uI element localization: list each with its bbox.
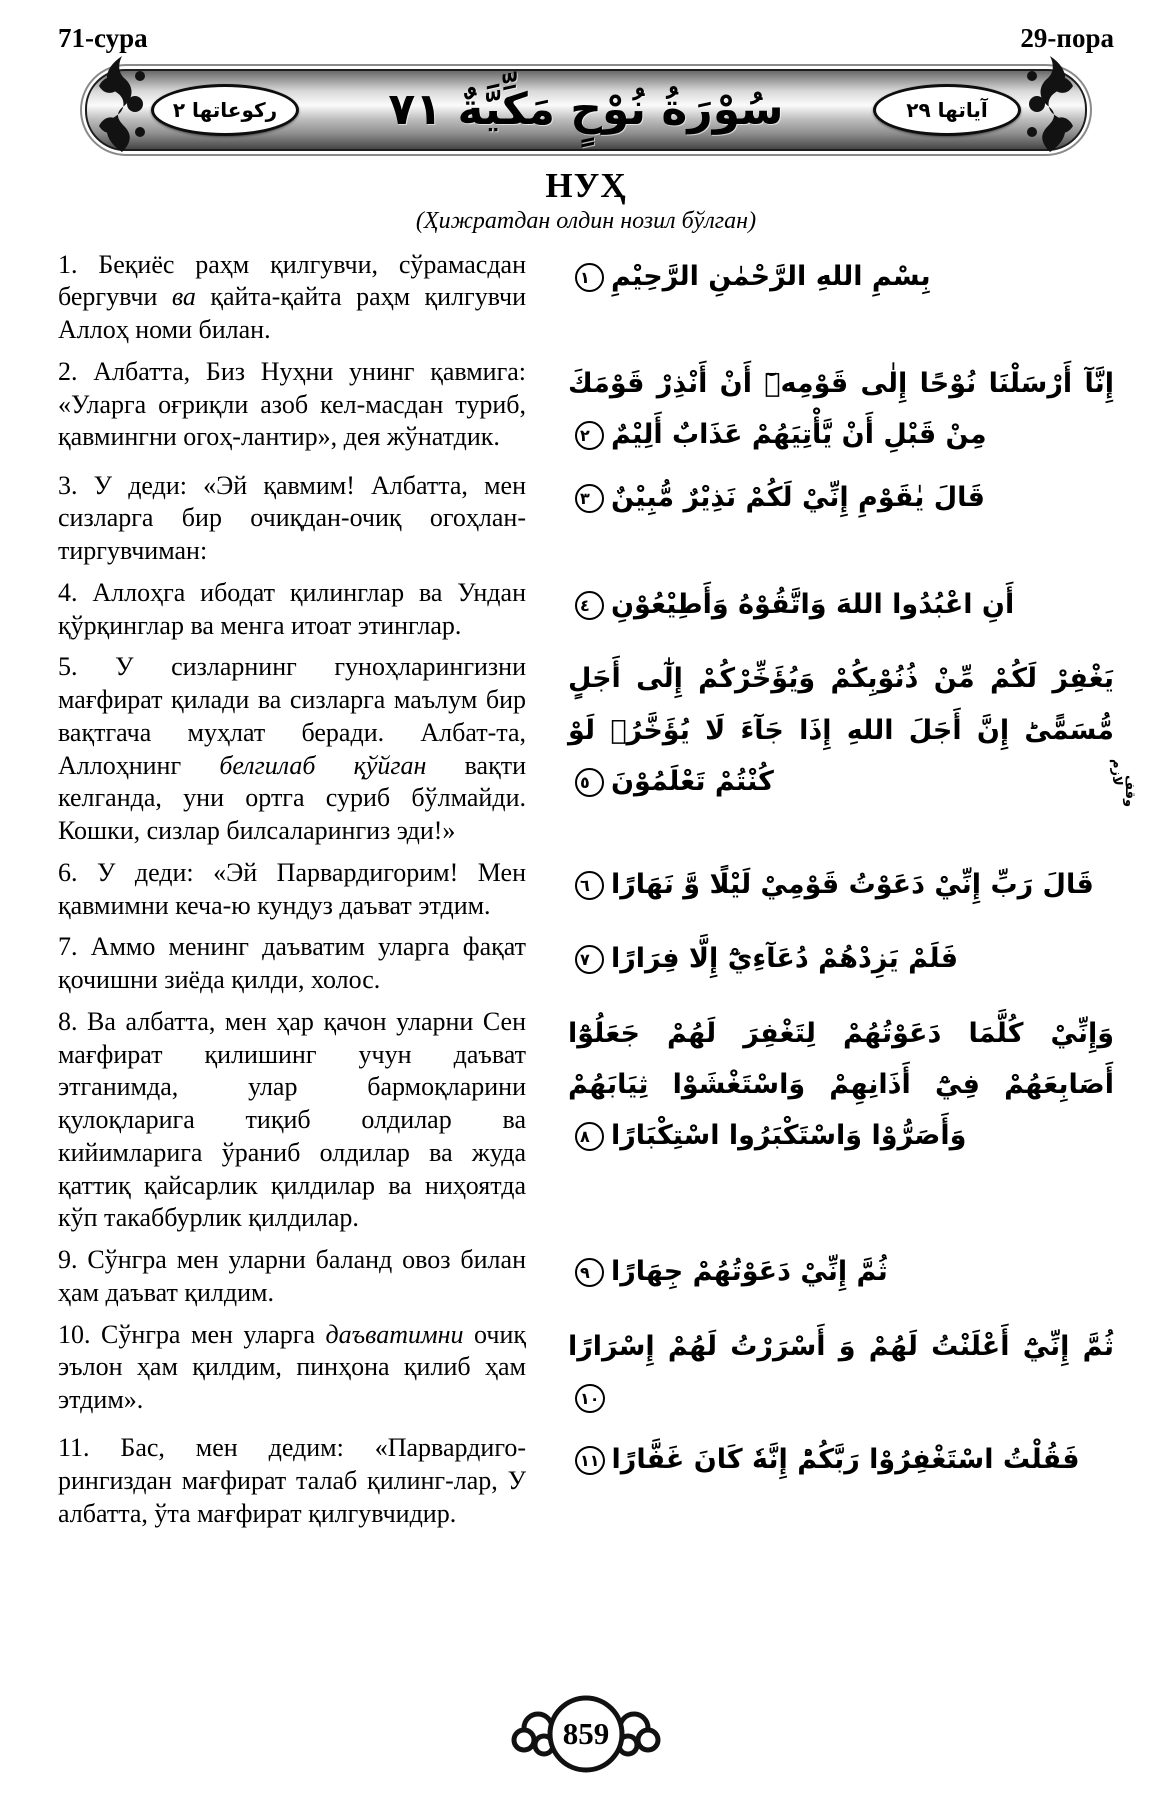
- aya-number-badge: ٧: [575, 945, 604, 974]
- waqf-margin-note: وقف لازم: [1109, 759, 1137, 808]
- verse-arabic-text: قَالَ يٰقَوْمِ إِنِّيْ لَكُمْ نَذِيْرٌ مُّبِيْنٌ: [611, 481, 985, 513]
- verse-arabic-text: ثُمَّ إِنِّيْٓ أَعْلَنْتُ لَهُمْ وَ أَسْرَرْتُ لَهُمْ إِسْرَارًا: [568, 1330, 1114, 1362]
- verse-list: [58, 249, 1137, 1540]
- verse-arabic: [568, 579, 1114, 630]
- verse-translation: 5. У сизларнинг гуноҳларингизни мағфират қилади ва сизларга маълум бир вақтгача муҳлат беради. Албат-та, Аллоҳнинг белгилаб қўйган вақти келганда, уни ортга суриб бўлмайди. Кошки, сизлар билсаларингиз эди!»: [58, 652, 526, 846]
- verse-arabic-text: إِنَّآ أَرْسَلْنَا نُوْحًا إِلٰى قَوْمِهٖٓ أَنْ أَنْذِرْ قَوْمَكَ مِنْ قَبْلِ أَنْ يَّأْتِيَهُمْ عَذَابٌ أَلِيْمٌ: [568, 367, 1114, 451]
- verse-row: [58, 1432, 1114, 1530]
- surah-banner-frame: [80, 64, 1092, 156]
- sura-number-label: 71-сура: [58, 23, 148, 53]
- page-number: 859: [562, 1716, 610, 1751]
- verse-arabic: [568, 1434, 1114, 1485]
- page-number-cloud: [481, 1688, 691, 1778]
- aya-number-badge: ٩: [575, 1258, 604, 1287]
- verse-translation: 6. У деди: «Эй Парвардигорим! Мен қавмимни кеча-ю кундуз даъват этдим.: [58, 857, 526, 920]
- verse-arabic-text: قَالَ رَبِّ إِنِّيْ دَعَوْتُ قَوْمِيْ لَيْلًا وَّ نَهَارًا: [611, 868, 1094, 900]
- para-number-label: 29-пора: [1020, 23, 1114, 53]
- verse-translation: 4. Аллоҳга ибодат қилинглар ва Ундан қўрқинглар ва менга итоат этинглар.: [58, 577, 526, 640]
- verse-row: [58, 651, 1137, 848]
- verse-row: [58, 470, 1114, 568]
- verse-translation: 8. Ва албатта, мен ҳар қачон уларни Сен мағфират қилишинг учун даъват этганимда, улар бармоқларини қулоқларига тиқиб олдилар ва кийимларига ўраниб олдилар ва жуда қаттиқ қайсарлик қилдилар ва ниҳоятда кўп такаббурлик қилдилар.: [58, 1006, 526, 1233]
- verse-row: [58, 577, 1114, 643]
- verse-row: [58, 356, 1114, 461]
- verse-arabic: [568, 251, 1114, 302]
- verse-arabic-text: بِسْمِ اللهِ الرَّحْمٰنِ الرَّحِيْمِ: [611, 260, 931, 292]
- floral-ornament-left-icon: [95, 54, 149, 154]
- surah-subtitle: (Ҳижратдан олдин нозил бўлган): [415, 207, 757, 234]
- ruku-count-medallion: ركوعاتها ٢: [151, 84, 299, 136]
- verse-arabic-text: فَقُلْتُ اسْتَغْفِرُوْا رَبَّكُمْؕ إِنَّهٗ كَانَ غَفَّارًا: [611, 1444, 1080, 1476]
- verse-row: [58, 857, 1114, 923]
- verse-translation: 1. Беқиёс раҳм қилгувчи, сўрамасдан бергувчи ва қайта-қайта раҳм қилгувчи Аллоҳ номи билан.: [58, 249, 526, 345]
- aya-number-badge: ١: [575, 263, 604, 292]
- verse-arabic: [568, 653, 1137, 808]
- aya-number-badge: ١٠: [575, 1384, 605, 1413]
- aya-number-badge: ٨: [575, 1122, 604, 1151]
- page-footer: [58, 1688, 1114, 1782]
- verse-arabic: [568, 358, 1114, 461]
- verse-arabic: [568, 1321, 1114, 1424]
- verse-row: [58, 1244, 1114, 1310]
- verse-arabic-text: يَغْفِرْ لَكُمْ مِّنْ ذُنُوْبِكُمْ وَيُؤَخِّرْكُمْ إِلٰٓى أَجَلٍ مُّسَمًّىؕ إِنَّ أَجَلَ اللهِ إِذَا جَآءَ لَا يُؤَخَّرُۘ لَوْ كُنْتُمْ تَعْلَمُوْنَ: [568, 663, 1114, 797]
- page-header: [58, 24, 1114, 54]
- verse-translation: 9. Сўнгра мен уларни баланд овоз билан ҳам даъват қилдим.: [58, 1245, 526, 1307]
- floral-ornament-right-icon: [1023, 54, 1077, 154]
- verse-arabic-text: فَلَمْ يَزِدْهُمْ دُعَآءِيْٓ إِلَّا فِرَارًا: [611, 943, 959, 975]
- verse-arabic-text: وَإِنِّيْ كُلَّمَا دَعَوْتُهُمْ لِتَغْفِرَ لَهُمْ جَعَلُوْٓا أَصَابِعَهُمْ فِيْٓ أَذَانِهِمْ وَاسْتَغْشَوْا ثِيَابَهُمْ وَأَصَرُّوْا وَاسْتَكْبَرُوا اسْتِكْبَارًا: [568, 1017, 1114, 1152]
- verse-row: [58, 1006, 1114, 1235]
- surah-name-calligraphy: سُوْرَةُ نُوْحٍ مَكِّيَّةٌ ٧١: [388, 83, 784, 135]
- aya-number-badge: ٢: [575, 421, 604, 450]
- verse-translation: 2. Албатта, Биз Нуҳни унинг қавмига: «Уларга оғриқли азоб кел-масдан туриб, қавмингни огоҳ-лантир», дея жўнатдик.: [58, 356, 526, 452]
- verse-arabic: [568, 472, 1114, 523]
- verse-arabic: [568, 859, 1114, 910]
- aya-number-badge: ٤: [575, 591, 604, 620]
- verse-row: [58, 249, 1114, 347]
- verse-arabic-text: ثُمَّ إِنِّيْ دَعَوْتُهُمْ جِهَارًا: [611, 1256, 888, 1288]
- aya-number-badge: ٣: [575, 484, 604, 513]
- surah-title: НУҲ: [545, 165, 627, 205]
- verse-row: [58, 931, 1114, 997]
- verse-arabic: [568, 1008, 1114, 1162]
- aya-number-badge: ١١: [575, 1446, 605, 1475]
- verse-arabic: [568, 933, 1114, 984]
- surah-banner: [85, 69, 1087, 151]
- verse-translation: 11. Бас, мен дедим: «Парвардиго-рингиздан мағфират талаб қилинг-лар, У албатта, ўта мағфират қилгувчидир.: [58, 1433, 526, 1528]
- verse-row: [58, 1319, 1114, 1424]
- aya-number-badge: ٦: [575, 871, 604, 900]
- verse-translation: 3. У деди: «Эй қавмим! Албатта, мен сизларга бир очиқдан-очиқ огоҳлан-тиргувчиман:: [58, 470, 526, 566]
- aya-number-badge: ٥: [575, 768, 604, 797]
- verse-translation: 10. Сўнгра мен уларга даъватимни очиқ эълон ҳам қилдим, пинҳона қилиб ҳам этдим».: [58, 1319, 526, 1415]
- verse-arabic: [568, 1246, 1114, 1297]
- verse-translation: 7. Аммо менинг даъватим уларга фақат қочишни зиёда қилди, холос.: [58, 932, 526, 995]
- verse-arabic-text: أَنِ اعْبُدُوا اللهَ وَاتَّقُوْهُ وَأَطِيْعُوْنِ: [611, 588, 1015, 620]
- ayah-count-medallion: آياتها ٢٩: [873, 84, 1021, 136]
